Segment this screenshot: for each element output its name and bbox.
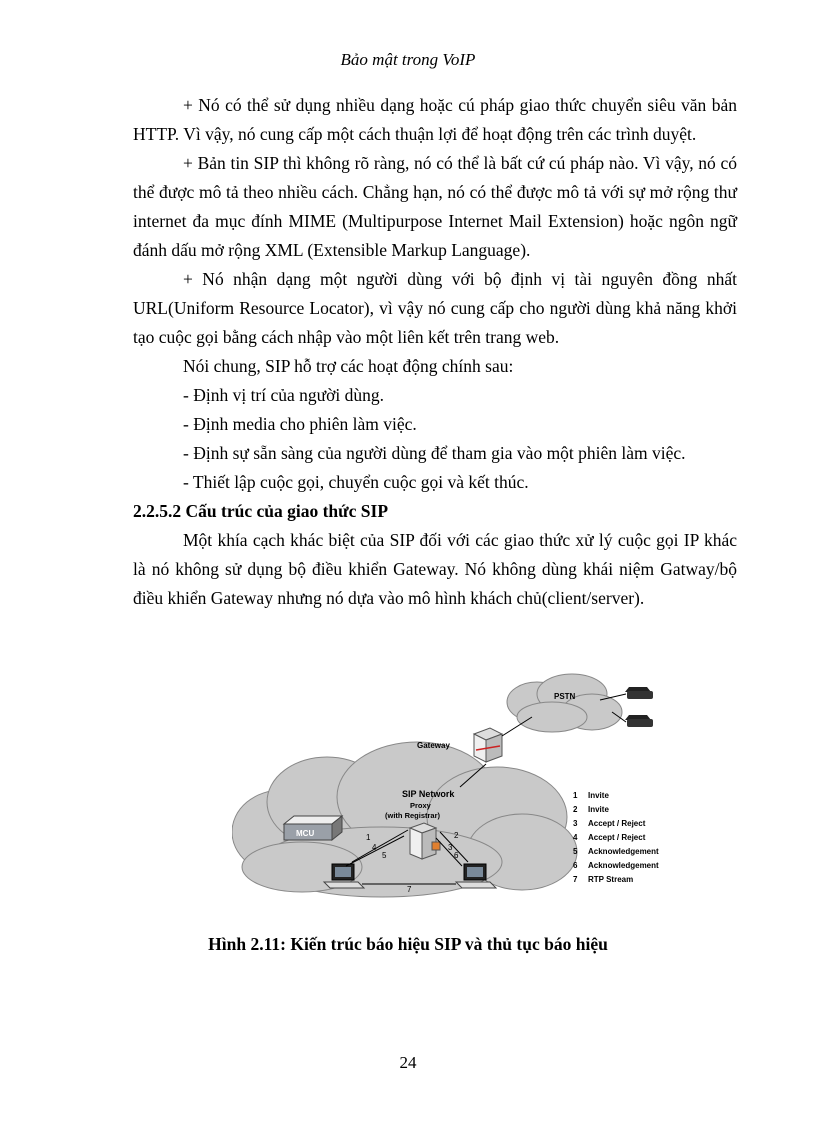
proxy-label: Proxy [410,801,431,810]
legend-number: 3 [573,819,578,828]
telephone-icon [625,687,653,699]
legend-text: Accept / Reject [588,833,646,842]
legend-text: Accept / Reject [588,819,646,828]
legend-number: 1 [573,791,578,800]
list-item: - Thiết lập cuộc gọi, chuyển cuộc gọi và kết thúc. [183,472,529,492]
arrow-number: 6 [454,851,459,860]
running-header: Bảo mật trong VoIP [340,50,476,69]
legend-number: 2 [573,805,578,814]
list-item: - Định media cho phiên làm việc. [183,414,417,434]
legend-number: 4 [573,833,578,842]
list-item: - Định vị trí của người dùng. [183,385,385,405]
arrow-number: 2 [454,831,459,840]
telephone-icon [625,715,653,727]
pstn-label: PSTN [554,692,576,701]
arrow-number: 1 [366,833,371,842]
page-number: 24 [399,1053,417,1072]
arrow-number: 4 [372,843,377,852]
paragraph-http: + Nó có thể sử dụng nhiều dạng hoặc cú pháp giao thức chuyển siêu văn bản HTTP. Vì vậy, nó cung cấp một cách thuận lợi để hoạt động trên các trình duyệt. [133,95,737,144]
paragraph-url: + Nó nhận dạng một người dùng với bộ định vị tài nguyên đồng nhất URL(Uniform Resource Locator), vì vậy nó cung cấp cho người dùng khả năng khởi tạo cuộc gọi bằng cách nhập vào một liên kết trên trang web. [133,269,737,347]
legend-number: 5 [573,847,578,856]
legend [573,791,659,884]
pstn-cloud [507,674,622,732]
paragraph-summary: Nói chung, SIP hỗ trợ các hoạt động chính sau: [183,356,514,376]
legend-text: Acknowledgement [588,847,659,856]
legend-number: 7 [573,875,578,884]
proxy-registrar-label: (with Registrar) [385,811,441,820]
mcu-label: MCU [296,829,315,838]
gateway-icon [474,728,502,762]
legend-number: 6 [573,861,578,870]
paragraph-architecture: Một khía cạch khác biệt của SIP đối với các giao thức xử lý cuộc gọi IP khác là nó không sử dụng bộ điều khiển Gateway. Nó không dùng khái niệm Gatway/bộ điều khiển Gateway nhưng nó dựa vào mô hình khách chủ(client/server). [133,530,737,608]
arrow-number: 5 [382,851,387,860]
sip-architecture-figure [232,672,712,902]
section-heading: 2.2.5.2 Cấu trúc của giao thức SIP [133,501,389,521]
figure-caption: Hình 2.11: Kiến trúc báo hiệu SIP và thủ tục báo hiệu [208,934,608,954]
arrow-number: 3 [448,843,453,852]
legend-text: Acknowledgement [588,861,659,870]
gateway-label: Gateway [417,741,450,750]
paragraph-mime-xml: + Bản tin SIP thì không rõ ràng, nó có thể là bất cứ cú pháp nào. Vì vậy, nó có thể được mô tả theo nhiều cách. Chẳng hạn, nó có thể được mô tả với sự mở rộng thư internet đa mục đính MIME (Multipurpose Internet Mail Extension) hoặc ngôn ngữ đánh dấu mở rộng XML (Extensible Markup Language). [133,153,737,260]
sip-network-label: SIP Network [402,789,455,799]
list-item: - Định sự sẵn sàng của người dùng để tham gia vào một phiên làm việc. [183,443,686,463]
legend-text: RTP Stream [588,875,634,884]
arrow-number: 7 [407,885,412,894]
proxy-server-icon [410,823,440,859]
body-text [133,91,737,613]
legend-text: Invite [588,805,609,814]
legend-text: Invite [588,791,609,800]
